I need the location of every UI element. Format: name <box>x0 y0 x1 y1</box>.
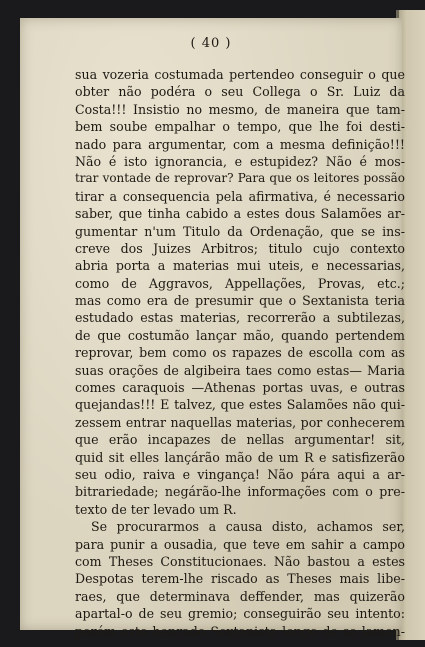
text-line: quid sit elles lançárão mão de um R e satisfizerão <box>75 449 405 465</box>
text-line: suas orações de algibeira taes como estas— Maria <box>75 362 405 378</box>
text-line: mas como era de presumir que o Sextanista teria <box>75 293 405 309</box>
text-line: zessem entrar naquellas materias, por conhecerem <box>75 414 405 430</box>
text-line: com Theses Constitucionaes. Não bastou a estes <box>75 553 405 569</box>
text-line: para punir a ousadia, que teve em sahir a campo <box>75 536 405 552</box>
text-line: bitrariedade; negárão-lhe informações com o pre- <box>75 484 405 500</box>
text-line: comes caraquois —Athenas portas uvas, e outras <box>75 380 405 396</box>
text-line: Costa!!! Insistio no mesmo, de maneira que tam- <box>75 101 405 117</box>
text-line: porém este honrado Sextanista longe de se lamen- <box>75 623 405 639</box>
text-line: obter não podéra o seu Collega o Sr. Luiz da <box>75 84 405 100</box>
text-line: apartal-o de seu gremio; conseguirão seu intento: <box>75 606 405 622</box>
text-line: nado para argumentar, com a mesma definição!!! <box>75 136 405 152</box>
text-line: como de Aggravos, Appellações, Provas, etc.; <box>75 275 405 291</box>
text-line: quejandas!!! E talvez, que estes Salamões não qui- <box>75 397 405 413</box>
text-line: reprovar, bem como os rapazes de escolla com as <box>75 345 405 361</box>
text-line: creve dos Juizes Arbitros; titulo cujo contexto <box>75 240 405 256</box>
text-line: bem soube empalhar o tempo, que lhe foi desti- <box>75 119 405 135</box>
text-line: gumentar n'um Titulo da Ordenação, que se ins- <box>75 223 405 239</box>
text-line: Se procurarmos a causa disto, achamos ser, <box>91 519 405 535</box>
text-line: de que costumão lançar mão, quando pertendem <box>75 327 405 343</box>
text-line: que erão incapazes de nellas argumentar! sit, <box>75 432 405 448</box>
text-line: estudado estas materias, recorrerão a subtilezas, <box>75 310 405 326</box>
text-line: abria porta a materias mui uteis, e necessarias, <box>75 258 405 274</box>
text-line: trar vontade de reprovar? Para que os leitores possão <box>75 171 405 186</box>
text-line: texto de ter levado um R. <box>75 501 237 517</box>
text-line: sua vozeria costumada pertendeo conseguir o que <box>75 67 405 82</box>
book-page <box>20 18 405 639</box>
text-line: Não é isto ignorancia, e estupidez? Não é mos- <box>75 153 405 169</box>
text-line: saber, que tinha cabido a estes dous Salamões ar- <box>75 206 405 222</box>
text-line: Despotas terem-lhe riscado as Theses mais libe- <box>75 571 405 587</box>
body-text <box>75 66 405 640</box>
page-number: ( 40 ) <box>190 36 232 51</box>
text-line: seu odio, raiva e vingança! Não pára aqui a ar- <box>75 466 405 482</box>
text-line: raes, que determinava deffender, mas quizerão <box>75 588 405 604</box>
text-line: tirar a consequencia pela afirmativa, é necessario <box>75 188 405 204</box>
